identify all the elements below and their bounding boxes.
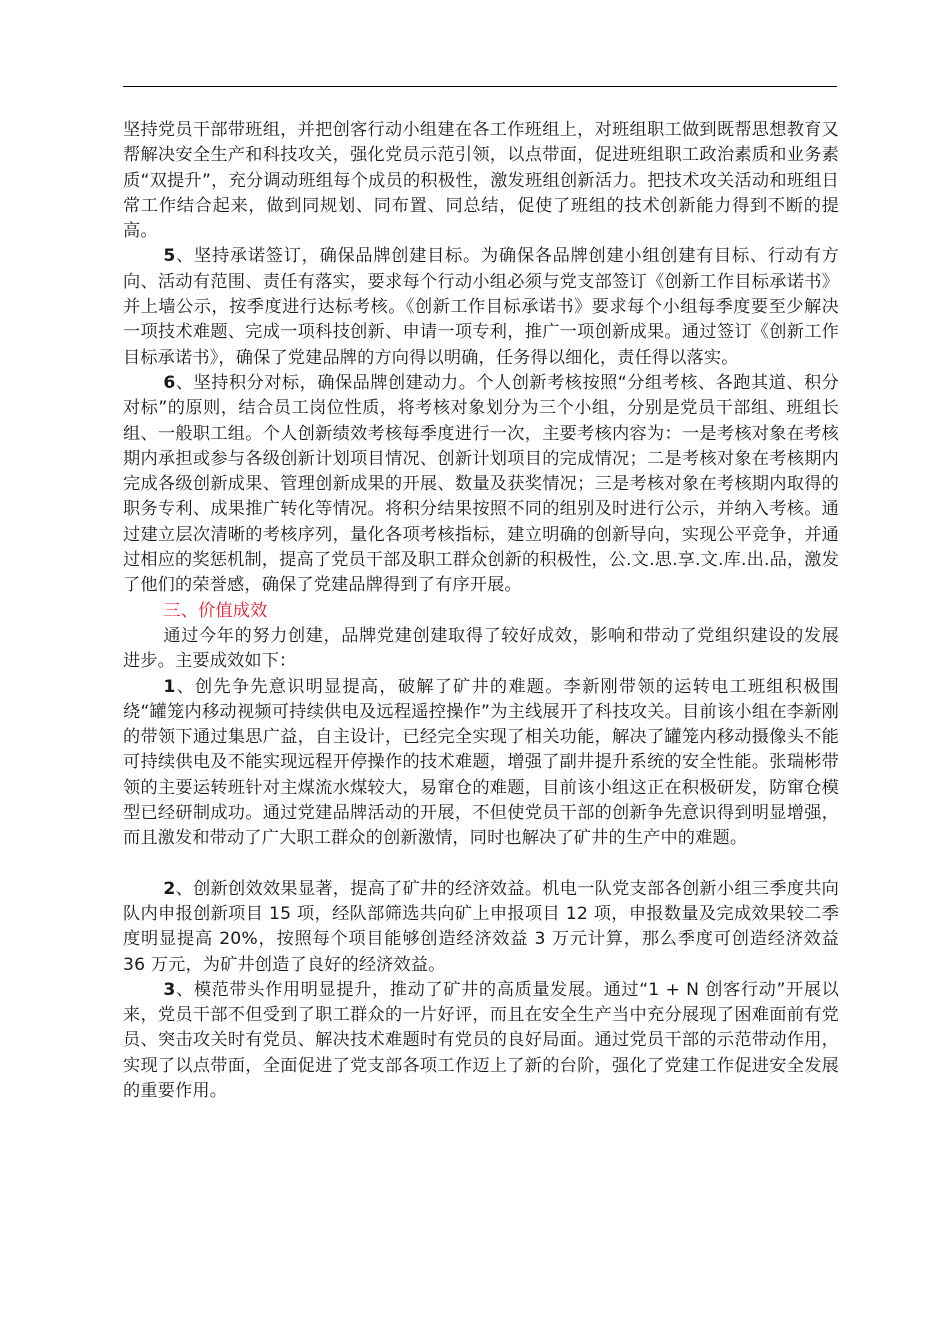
paragraph-text: 、坚持积分对标，确保品牌创建动力。个人创新考核按照“分组考核、各跑其道、积分对标”的原则，结合员工岗位性质，将考核对象划分为三个小组，分别是党员干部组、班组长组、一般职工组。个人创新绩效考核每季度进行一次，主要考核内容为：一是考核对象在考核期内承担或参与各级创新计划项目情况、创新计划项目的完成情况；二是考核对象在考核期内完成各级创新成果、管理创新成果的开展、数量及获奖情况；三是考核对象在考核期内取得的职务专利、成果推广转化等情况。将积分结果按照不同的组别及时进行公示，并纳入考核。通过建立层次清晰的考核序列，量化各项考核指标，建立明确的创新导向，实现公平竞争，并通过相应的奖惩机制，提高了党员干部及职工群众创新的积极性，公.文.思.享.文.库.出.品，激发了他们的荣誉感，确保了党建品牌得到了有序开展。 — [123, 372, 839, 596]
paragraph-result-2 — [123, 877, 839, 978]
paragraph-text: 、创先争先意识明显提高，破解了矿井的难题。李新刚带领的运转电工班组积极围绕“罐笼内移动视频可持续供电及远程遥控操作”为主线展开了科技攻关。目前该小组在李新刚的带领下通过集思广益，自主设计，已经完全实现了相关功能，解决了罐笼内移动摄像头不能可持续供电及不能实现远程开停操作的技术难题，增强了副井提升系统的安全性能。张瑞彬带领的主要运转班针对主煤流水煤较大，易窜仓的难题，目前该小组这正在积极研发，防窜仓模型已经研制成功。通过党建品牌活动的开展，不但使党员干部的创新争先意识得到明显增强，而且激发和带动了广大职工群众的创新激情，同时也解决了矿井的生产中的难题。 — [123, 676, 839, 849]
paragraph-result-1 — [123, 675, 839, 852]
item-number: 6 — [163, 372, 176, 393]
item-number: 2 — [163, 878, 176, 899]
document-body — [123, 118, 839, 1104]
item-number: 5 — [163, 246, 176, 267]
paragraph-result-3 — [123, 978, 839, 1104]
paragraph-team-building: 坚持党员干部带班组，并把创客行动小组建在各工作班组上，对班组职工做到既帮思想教育又帮解决安全生产和科技攻关，强化党员示范引领，以点带面，促进班组职工政治素质和业务素质“双提升”，充分调动班组每个成员的积极性，激发班组创新活力。把技术攻关活动和班组日常工作结合起来，做到同规划、同布置、同总结，促使了班组的技术创新能力得到不断的提高。 — [123, 120, 839, 242]
paragraph-commitment — [123, 244, 839, 370]
blank-line — [123, 852, 839, 877]
header-rule — [123, 86, 837, 87]
section-heading: 三、价值成效 — [163, 600, 268, 621]
item-number: 1 — [163, 676, 176, 697]
paragraph-text: 、创新创效效果显著，提高了矿井的经济效益。机电一队党支部各创新小组三季度共向队内申报创新项目 15 项，经队部筛选共向矿上申报项目 12 项，申报数量及完成效果较二季度明显提高 20%，按照每个项目能够创造经济效益 3 万元计算，那么季度可创造经济效益 36 万元，为矿井创造了良好的经济效益。 — [123, 878, 839, 975]
item-number: 3 — [163, 979, 176, 1000]
paragraph-intro: 通过今年的努力创建，品牌党建创建取得了较好成效，影响和带动了党组织建设的发展进步。主要成效如下： — [123, 625, 839, 672]
paragraph-points — [123, 371, 839, 599]
paragraph-text: 、坚持承诺签订，确保品牌创建目标。为确保各品牌创建小组创建有目标、行动有方向、活动有范围、责任有落实，要求每个行动小组必须与党支部签订《创新工作目标承诺书》并上墙公示，按季度进行达标考核。《创新工作目标承诺书》要求每个小组每季度要至少解决一项技术难题、完成一项科技创新、申请一项专利，推广一项创新成果。通过签订《创新工作目标承诺书》，确保了党建品牌的方向得以明确，任务得以细化，责任得以落实。 — [123, 246, 839, 368]
paragraph-text: 、模范带头作用明显提升，推动了矿井的高质量发展。通过“1 + N 创客行动”开展以来，党员干部不但受到了职工群众的一片好评，而且在安全生产当中充分展现了困难面前有党员、突击攻关时有党员、解决技术难题时有党员的良好局面。通过党员干部的示范带动作用，实现了以点带面，全面促进了党支部各项工作迈上了新的台阶，强化了党建工作促进安全发展的重要作用。 — [123, 979, 839, 1101]
